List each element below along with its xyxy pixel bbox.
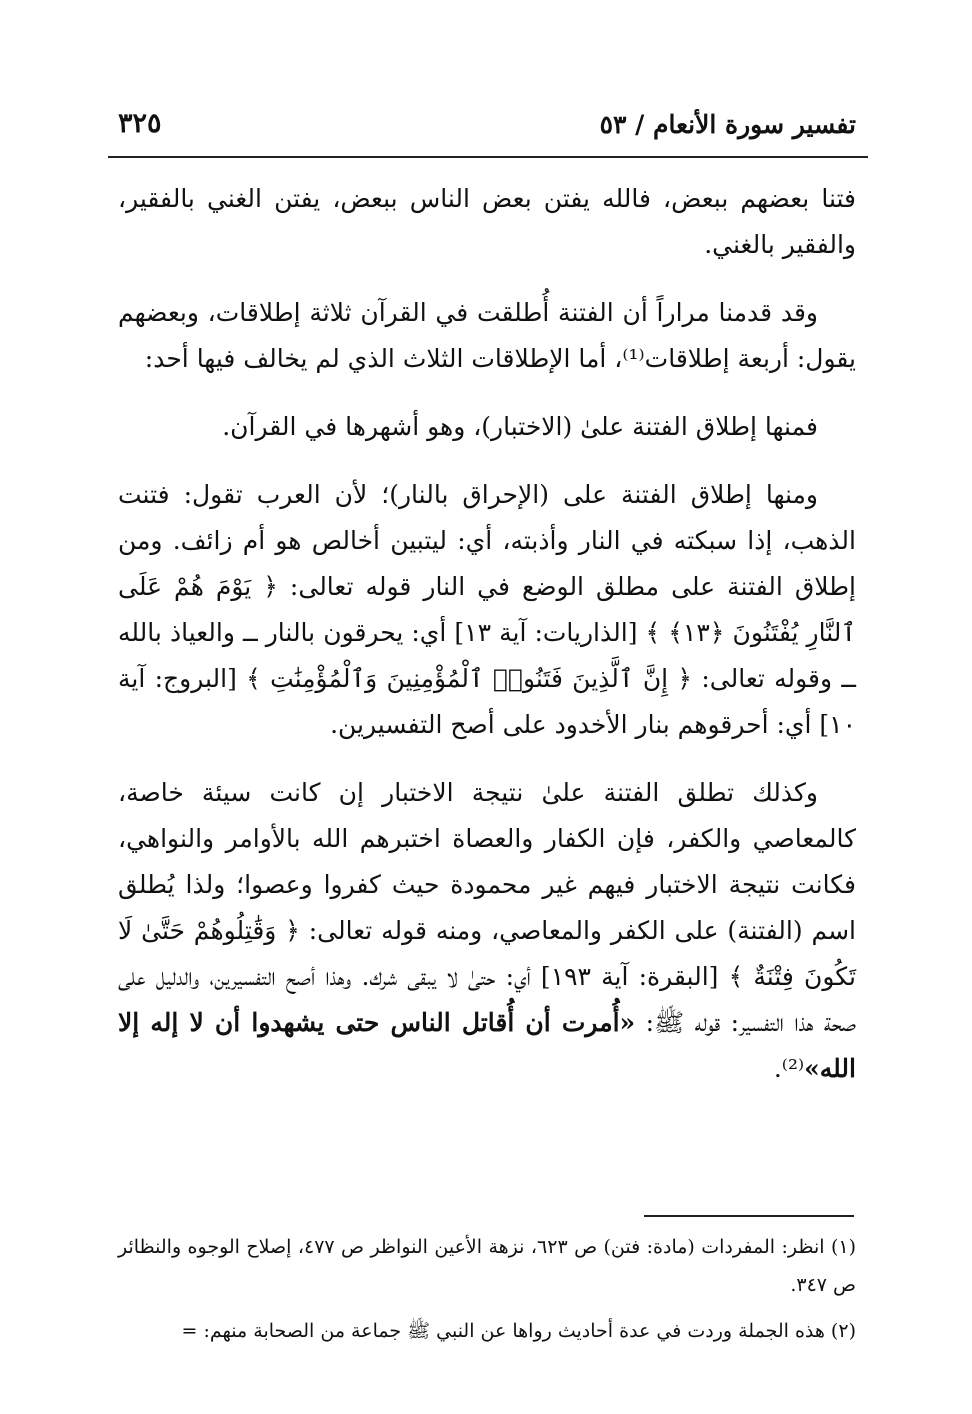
page-number: ٣٢٥: [118, 108, 162, 139]
footnote-2: (٢) هذه الجملة وردت في عدة أحاديث رواها عن النبي ﷺ جماعة من الصحابة منهم: =: [181, 1320, 856, 1342]
main-text: [118, 176, 856, 1114]
footnotes: [118, 1228, 856, 1358]
paragraph-4: ومنها إطلاق الفتنة على (الإحراق بالنار)؛ لأن العرب تقول: فتنت الذهب، إذا سبكته في النار وأذبته، أي: ليتبين أخالص هو أم زائف. ومن إطلاق الفتنة على مطلق الوضع في النار قوله تعالى: ﴿ يَوْمَ هُمْ عَلَى ٱلنَّارِ يُفْتَنُونَ ﴿١٣﴾ ﴾ [الذاريات: آية ١٣] أي: يحرقون بالنار ــ والعياذ بالله ــ وقوله تعالى: ﴿ إِنَّ ٱلَّذِينَ فَتَنُوا۟ ٱلْمُؤْمِنِينَ وَٱلْمُؤْمِنَٰتِ ﴾ [البروج: آية ١٠] أي: أحرقوهم بنار الأخدود على أصح التفسيرين.: [118, 480, 856, 739]
running-title: تفسير سورة الأنعام / ٥٣: [599, 110, 856, 139]
footnote-divider: [644, 1215, 854, 1217]
paragraph-5-text: وكذلك تطلق الفتنة علىٰ نتيجة الاختبار إن كانت سيئة خاصة، كالمعاصي والكفر، فإن الكفار والعصاة اختبرهم الله بالأوامر والنواهي، فكانت نتيجة الاختبار فيهم غير محمودة حيث كفروا وعصوا؛ ولذا يُطلق اسم (الفتنة) على الكفر والمعاصي، ومنه قوله تعالى: ﴿ وَقَٰتِلُوهُمْ حَتَّىٰ لَا تَكُونَ فِتْنَةٌ ﴾ [البقرة: آية ١٩٣] أي: حتىٰ لا يبقى شرك. وهذا أصح التفسيرين، والدليل على صحة هذا التفسير: قوله ﷺ:: [118, 778, 857, 1037]
paragraph-5: [118, 770, 856, 1092]
paragraph-2: وقد قدمنا مراراً أن الفتنة أُطلقت في القرآن ثلاثة إطلاقات، وبعضهم يقول: أربعة إطلاقات⁽¹⁾، أما الإطلاقات الثلاث الذي لم يخالف فيها أحد:: [118, 298, 856, 373]
page-header: [118, 104, 856, 148]
footnote-1: (١) انظر: المفردات (مادة: فتن) ص ٦٢٣، نزهة الأعين النواظر ص ٤٧٧، إصلاح الوجوه والنظائر ص ٣٤٧.: [118, 1236, 856, 1296]
header-divider: [108, 156, 868, 158]
hadith-quote: «أُمرت أن أُقاتل الناس حتى يشهدوا أن لا إله إلا الله»: [118, 1008, 856, 1083]
paragraph-3: فمنها إطلاق الفتنة علىٰ (الاختبار)، وهو أشهرها في القرآن.: [222, 412, 818, 441]
paragraph-1: فتنا بعضهم ببعض، فالله يفتن بعض الناس ببعض، يفتن الغني بالفقير، والفقير بالغني.: [118, 184, 856, 259]
footnote-ref-2: ⁽²⁾.: [773, 1054, 805, 1083]
